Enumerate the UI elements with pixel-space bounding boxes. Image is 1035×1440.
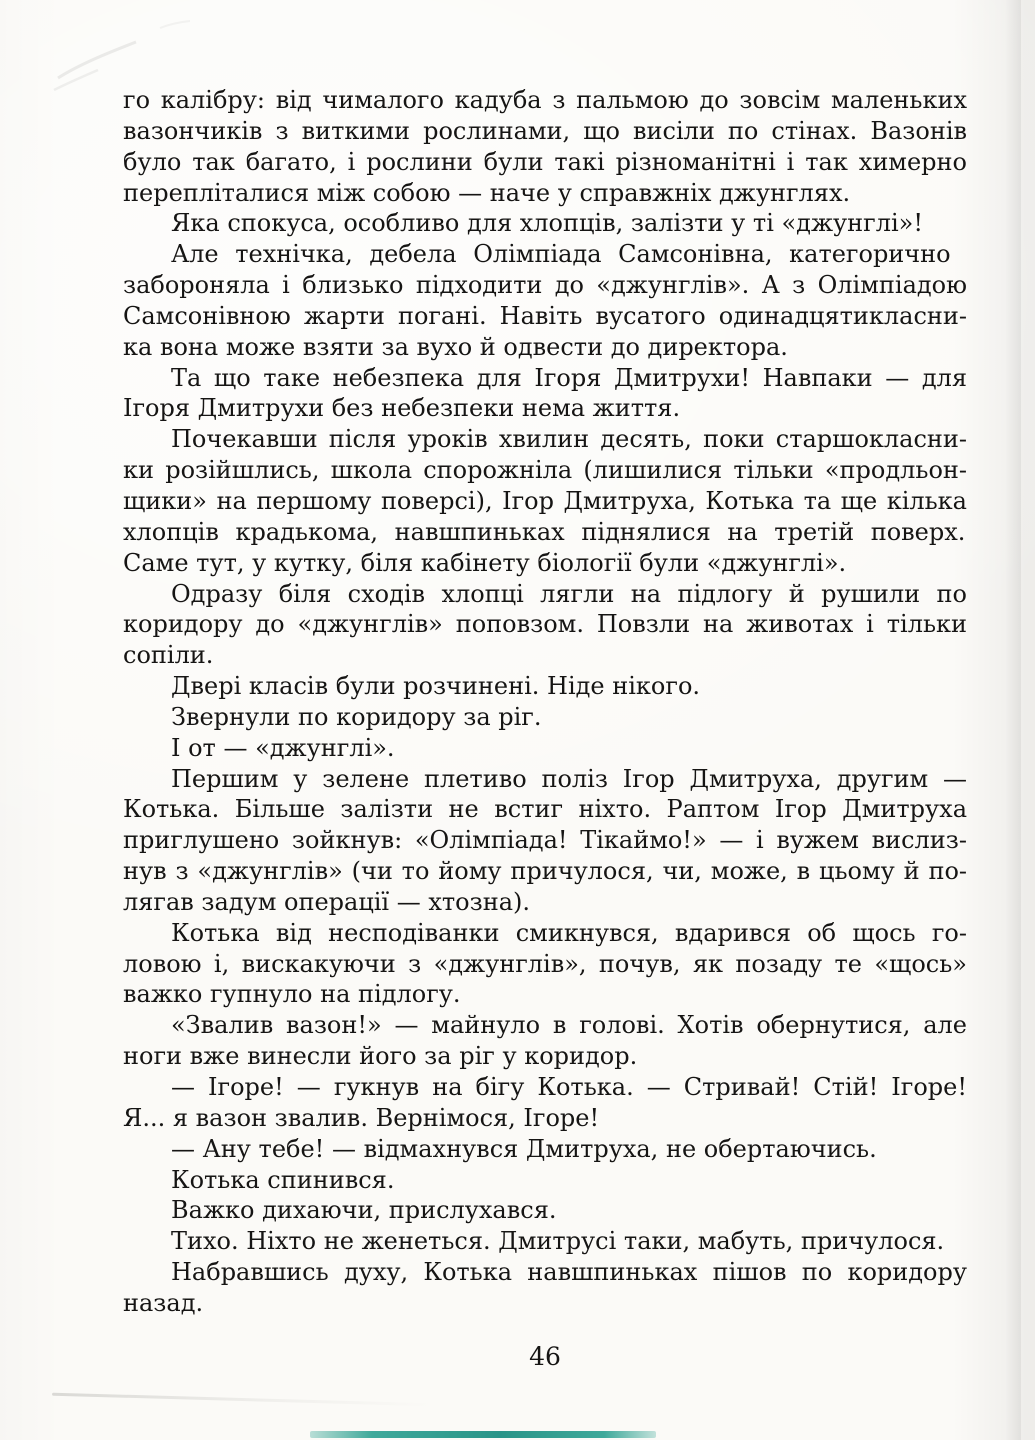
text-line: І от — «джунглі».: [171, 733, 395, 762]
text-line: Яка спокуса, особливо для хлопців, залізти у ті «джунглі»!: [171, 209, 923, 238]
paragraph: [123, 579, 967, 672]
paragraph: [123, 918, 967, 1011]
text-block: [123, 85, 967, 1319]
text-line: коридору до «джунглів» поповзом. Повзли на животах і тільки: [123, 610, 967, 639]
paragraph: [123, 1010, 967, 1072]
text-line: Саме тут, у кутку, біля кабінету біології були «джунглі».: [123, 548, 847, 577]
page-fold-shadow: [52, 1393, 432, 1407]
text-line: Я... я вазон звалив. Вернімося, Ігоре!: [123, 1103, 600, 1132]
text-line: було так багато, і рослини були такі різноманітні і так химерно: [123, 147, 967, 176]
text-line: Важко дихаючи, прислухався.: [171, 1196, 557, 1225]
paragraph: [123, 1165, 967, 1196]
paragraph: [123, 671, 967, 702]
text-line: щики» на першому поверсі), Ігор Дмитруха, Котька та ще кілька: [123, 486, 967, 515]
text-line: Двері класів були розчинені. Ніде нікого.: [171, 672, 701, 701]
paragraph: [123, 239, 967, 362]
text-line: приглушено зойкнув: «Олімпіада! Тікаймо!» — і вужем вислиз-: [123, 826, 967, 855]
text-line: ки розійшлись, школа спорожніла (лишилися тільки «продльон-: [123, 456, 967, 485]
text-line: Ігоря Дмитрухи без небезпеки нема життя.: [123, 394, 681, 423]
text-line: Та що таке небезпека для Ігоря Дмитрухи! Навпаки — для: [171, 363, 967, 392]
text-line: го калібру: від чималого кадуба з пальмою до зовсім маленьких: [123, 86, 967, 114]
text-line: Котька. Більше залізти не встиг ніхто. Раптом Ігор Дмитруха: [123, 795, 967, 824]
text-line: Але технічка, дебела Олімпіада Самсонівна, категорично: [171, 240, 951, 269]
text-line: важко гупнуло на підлогу.: [123, 980, 461, 1009]
scanner-edge-strip: [310, 1431, 656, 1438]
text-line: забороняла і близько підходити до «джунглів». А з Олімпіадою: [123, 271, 967, 300]
paragraph: [123, 1195, 967, 1226]
text-line: ка вона може взяти за вухо й одвести до директора.: [123, 332, 788, 361]
text-line: Набравшись духу, Котька навшпиньках пішов по коридору: [171, 1258, 967, 1287]
text-line: нув з «джунглів» (чи то йому причулося, чи, може, в цьому й по-: [123, 857, 967, 886]
paragraph: [123, 733, 967, 764]
text-line: Почекавши після уроків хвилин десять, поки старшокласни-: [171, 425, 967, 454]
text-line: сопіли.: [123, 641, 214, 670]
text-line: Першим у зелене плетиво поліз Ігор Дмитруха, другим —: [171, 764, 967, 793]
text-line: лягав задум операції — хтозна).: [123, 887, 531, 916]
paragraph: [123, 424, 967, 578]
text-line: «Звалив вазон!» — майнуло в голові. Хотів обернутися, але: [171, 1011, 967, 1040]
paragraph: [123, 764, 967, 918]
text-line: ловою і, вискакуючи з «джунглів», почув, як позаду те «щось»: [123, 949, 967, 978]
text-line: — Ігоре! — гукнув на бігу Котька. — Стривай! Стій! Ігоре!: [171, 1073, 967, 1101]
paragraph: [123, 1226, 967, 1257]
paragraph: [123, 363, 967, 425]
paragraph: [123, 702, 967, 733]
paragraph: [123, 208, 967, 239]
paragraph: [123, 85, 967, 208]
text-line: хлопців крадькома, навшпиньках піднялися на третій поверх.: [123, 517, 966, 546]
text-line: Котька від несподіванки смикнувся, вдарився об щось го-: [171, 918, 967, 947]
text-line: ноги вже винесли його за ріг у коридор.: [123, 1042, 638, 1071]
text-line: Котька спинився.: [171, 1165, 395, 1194]
text-line: назад.: [123, 1288, 204, 1317]
text-line: Самсонівною жарти погані. Навіть вусатого одинадцятикласни-: [123, 301, 967, 330]
text-line: — Ану тебе! — відмахнувся Дмитруха, не обертаючись.: [171, 1134, 877, 1163]
text-line: Звернули по коридору за ріг.: [171, 702, 542, 731]
text-line: вазончиків з виткими рослинами, що висіли по стінах. Вазонів: [123, 116, 967, 145]
paragraph: [123, 1072, 967, 1134]
paragraph: [123, 1134, 967, 1165]
page-edge-shadow: [1005, 0, 1021, 1440]
text-line: перепліталися між собою — наче у справжніх джунглях.: [123, 178, 851, 207]
paragraph: [123, 1257, 967, 1319]
page-number: 46: [529, 1342, 561, 1371]
text-line: Одразу біля сходів хлопці лягли на підлогу й рушили по: [171, 579, 967, 608]
text-line: Тихо. Ніхто не женеться. Дмитрусі таки, мабуть, причулося.: [171, 1227, 945, 1256]
